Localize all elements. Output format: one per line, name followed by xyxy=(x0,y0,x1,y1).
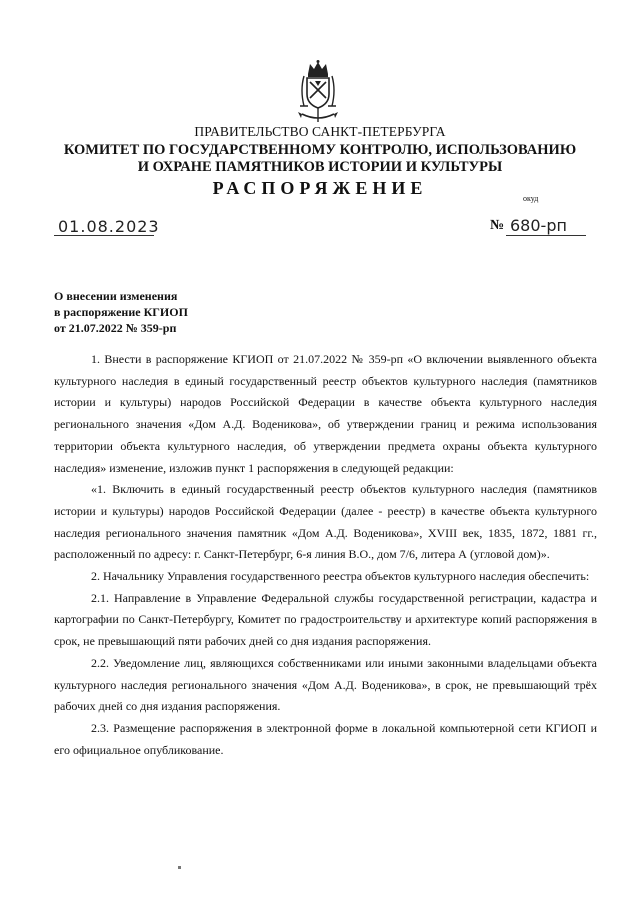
committee-title-line-2: И ОХРАНЕ ПАМЯТНИКОВ ИСТОРИИ И КУЛЬТУРЫ xyxy=(137,159,503,175)
number-underline xyxy=(506,235,586,236)
committee-title xyxy=(30,142,610,176)
paragraph-1: 1. Внести в распоряжение КГИОП от 21.07.2022 № 359-рп «О включении выявленного объекта культурного наследия в единый государственный реестр объектов культурного наследия (памятников истории и культуры) народов Российской Федерации в качестве объекта культурного наследия регионального значения «Дом А.Д. Воденикова», об утверждении границ и режима использования территории объекта культурного наследия, об утверждении предмета охраны объекта культурного наследия» изменение, изложив пункт 1 распоряжения в следующей редакции: xyxy=(54,352,597,475)
paragraph-1-quote: «1. Включить в единый государственный реестр объектов культурного наследия (памятников истории и культуры) народов Российской Федерации (далее - реестр) в качестве объекта культурного наследия регионального значения памятник «Дом А.Д. Воденикова», XVIII век, 1835, 1872, 1881 гг., расположенный по адресу: г. Санкт-Петербург, 6-я линия В.О., дом 7/6, литера А (угловой дом)». xyxy=(54,482,597,562)
subject-line-3: от 21.07.2022 № 359-рп xyxy=(54,321,177,335)
paragraph-2-2: 2.2. Уведомление лиц, являющихся собственниками или иными законными владельцами объекта культурного наследия регионального значения «Дом А.Д. Воденикова», в срок, не превышающий трёх рабочих дней со дня издания распоряжения. xyxy=(54,655,597,714)
document-number: 680-рп xyxy=(510,216,567,235)
scan-speck xyxy=(178,866,181,869)
subject-line-1: О внесении изменения xyxy=(54,289,178,303)
document-subject xyxy=(54,288,188,336)
document-date: 01.08.2023 xyxy=(58,217,160,236)
date-underline xyxy=(54,235,154,236)
document-number-prefix: № xyxy=(490,218,505,233)
document-type: РАСПОРЯЖЕНИЕ xyxy=(212,178,428,198)
okud-label: окуд xyxy=(523,194,539,203)
coat-of-arms-icon xyxy=(296,60,340,126)
subject-line-2: в распоряжение КГИОП xyxy=(54,305,188,319)
document-body xyxy=(54,349,597,761)
government-title: ПРАВИТЕЛЬСТВО САНКТ-ПЕТЕРБУРГА xyxy=(194,124,446,139)
committee-title-line-1: КОМИТЕТ ПО ГОСУДАРСТВЕННОМУ КОНТРОЛЮ, ИСПОЛЬЗОВАНИЮ xyxy=(63,142,577,158)
paragraph-2-3: 2.3. Размещение распоряжения в электронной форме в локальной компьютерной сети КГИОП и его официальное опубликование. xyxy=(54,720,597,757)
paragraph-2-1: 2.1. Направление в Управление Федеральной службы государственной регистрации, кадастра и картографии по Санкт-Петербургу, Комитет по градостроительству и архитектуре копий распоряжения в срок, не превышающий пяти рабочих дней со дня издания распоряжения. xyxy=(54,590,597,649)
paragraph-2: 2. Начальнику Управления государственного реестра объектов культурного наследия обеспечить: xyxy=(91,569,590,584)
